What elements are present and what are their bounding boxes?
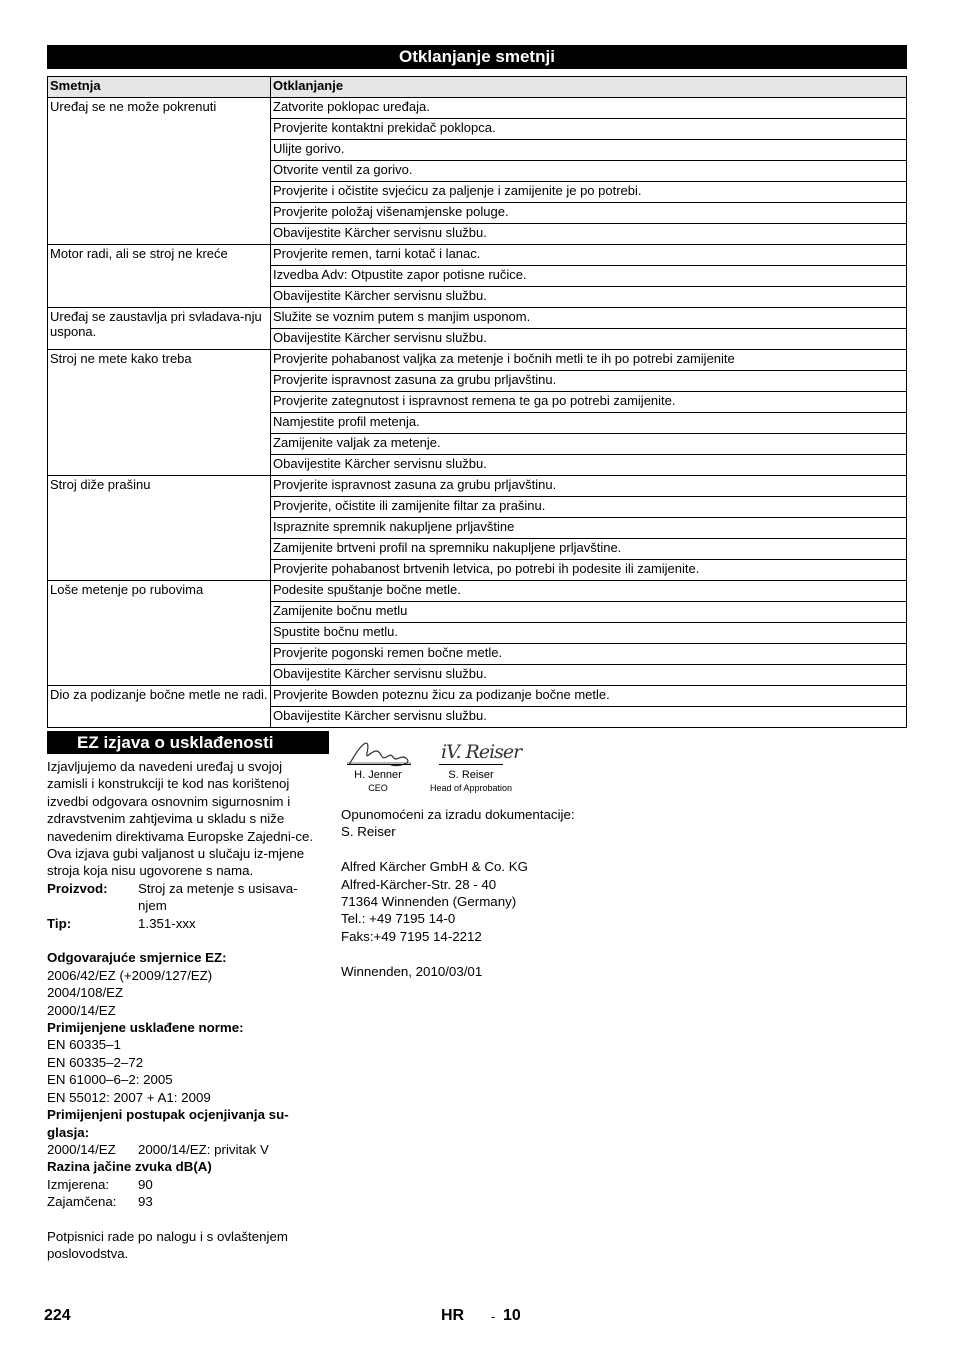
declaration-title-text: EZ izjava o usklađenosti bbox=[77, 733, 274, 752]
guaranteed-label: Zajamčena: bbox=[47, 1194, 117, 1210]
remedy-cell: Otvorite ventil za gorivo. bbox=[271, 161, 907, 182]
fault-cell: Uređaj se ne može pokrenuti bbox=[48, 98, 271, 245]
table-row bbox=[48, 245, 907, 266]
product-label: Proizvod: bbox=[47, 880, 108, 896]
guaranteed-value: 93 bbox=[138, 1194, 153, 1210]
procedure-label: Primijenjeni postupak ocjenjivanja su-glasja: bbox=[47, 1107, 289, 1140]
place-date: Winnenden, 2010/03/01 bbox=[341, 963, 483, 979]
footer-dash: - bbox=[491, 1309, 496, 1324]
declaration-right-column bbox=[341, 806, 641, 980]
norm-item: EN 55012: 2007 + A1: 2009 bbox=[47, 1089, 211, 1105]
remedy-cell: Spustite bočnu metlu. bbox=[271, 623, 907, 644]
type-label: Tip: bbox=[47, 915, 72, 931]
fault-cell: Uređaj se zaustavlja pri svladava-nju uspona. bbox=[48, 308, 271, 350]
fault-cell: Motor radi, ali se stroj ne kreće bbox=[48, 245, 271, 308]
remedy-cell: Obavijestite Kärcher servisnu službu. bbox=[271, 455, 907, 476]
remedy-cell: Provjerite, očistite ili zamijenite filtar za prašinu. bbox=[271, 497, 907, 518]
table-row bbox=[48, 98, 907, 119]
remedy-cell: Zamijenite brtveni profil na spremniku nakupljene prljavštine. bbox=[271, 539, 907, 560]
measured-row bbox=[47, 1176, 322, 1193]
table-row bbox=[48, 308, 907, 329]
company-name: Alfred Kärcher GmbH & Co. KG bbox=[341, 859, 528, 875]
signer1-role: CEO bbox=[368, 783, 388, 793]
remedy-cell: Služite se voznim putem s manjim usponom. bbox=[271, 308, 907, 329]
norm-item: EN 60335–2–72 bbox=[47, 1054, 144, 1070]
product-row bbox=[47, 880, 322, 915]
remedy-cell: Namjestite profil metenja. bbox=[271, 413, 907, 434]
table-row bbox=[48, 350, 907, 371]
remedy-cell: Obavijestite Kärcher servisnu službu. bbox=[271, 707, 907, 728]
company-city: 71364 Winnenden (Germany) bbox=[341, 894, 517, 910]
section-page-number: 10 bbox=[503, 1307, 521, 1324]
table-row bbox=[48, 581, 907, 602]
directives-label: Odgovarajuće smjernice EZ: bbox=[47, 950, 227, 966]
table-body bbox=[48, 98, 907, 728]
noise-label: Razina jačine zvuka dB(A) bbox=[47, 1159, 212, 1175]
measured-label: Izmjerena: bbox=[47, 1176, 110, 1192]
remedy-cell: Zamijenite valjak za metenje. bbox=[271, 434, 907, 455]
fault-cell: Stroj ne mete kako treba bbox=[48, 350, 271, 476]
remedy-cell: Zatvorite poklopac uređaja. bbox=[271, 98, 907, 119]
remedy-cell: Provjerite remen, tarni kotač i lanac. bbox=[271, 245, 907, 266]
table-header-row bbox=[48, 77, 907, 98]
table-row bbox=[48, 476, 907, 497]
remedy-cell: Obavijestite Kärcher servisnu službu. bbox=[271, 287, 907, 308]
remedy-cell: Provjerite pohabanost brtvenih letvica, po potrebi ih podesite ili zamijenite. bbox=[271, 560, 907, 581]
remedy-cell: Podesite spuštanje bočne metle. bbox=[271, 581, 907, 602]
declaration-left-column bbox=[47, 758, 322, 1263]
remedy-cell: Provjerite Bowden poteznu žicu za podizanje bočne metle. bbox=[271, 686, 907, 707]
remedy-cell: Ispraznite spremnik nakupljene prljavštine bbox=[271, 518, 907, 539]
norm-item: EN 61000–6–2: 2005 bbox=[47, 1072, 173, 1088]
signer2-role: Head of Approbation bbox=[429, 783, 513, 793]
fault-cell: Loše metenje po rubovima bbox=[48, 581, 271, 686]
fault-cell: Dio za podizanje bočne metle ne radi. bbox=[48, 686, 271, 728]
remedy-cell: Provjerite i očistite svjećicu za paljenje i zamijenite je po potrebi. bbox=[271, 182, 907, 203]
directive-item: 2006/42/EZ (+2009/127/EZ) bbox=[47, 967, 213, 983]
product-value: Stroj za metenje s usisava-njem bbox=[138, 880, 298, 914]
remedy-cell: Obavijestite Kärcher servisnu službu. bbox=[271, 224, 907, 245]
company-street: Alfred-Kärcher-Str. 28 - 40 bbox=[341, 876, 497, 892]
remedy-cell: Provjerite položaj višenamjenske poluge. bbox=[271, 203, 907, 224]
section-title-troubleshooting: Otklanjanje smetnji bbox=[47, 45, 907, 69]
signers-note: Potpisnici rade po nalogu i s ovlaštenjem poslovodstva. bbox=[47, 1228, 288, 1262]
remedy-cell: Provjerite pogonski remen bočne metle. bbox=[271, 644, 907, 665]
remedy-cell: Obavijestite Kärcher servisnu službu. bbox=[271, 329, 907, 350]
remedy-cell: Provjerite kontaktni prekidač poklopca. bbox=[271, 119, 907, 140]
signature-block bbox=[341, 733, 541, 797]
remedy-cell: Provjerite pohabanost valjka za metenje i bočnih metli te ih po potrebi zamijenite bbox=[271, 350, 907, 371]
procedure-row bbox=[47, 1141, 322, 1158]
remedy-cell: Obavijestite Kärcher servisnu službu. bbox=[271, 665, 907, 686]
doc-auth-name: S. Reiser bbox=[341, 824, 396, 840]
measured-value: 90 bbox=[138, 1176, 153, 1192]
column-header-remedy: Otklanjanje bbox=[271, 77, 907, 98]
signer1-name: H. Jenner bbox=[354, 769, 402, 781]
norm-item: EN 60335–1 bbox=[47, 1037, 121, 1053]
remedy-cell: Provjerite ispravnost zasuna za grubu prljavštinu. bbox=[271, 371, 907, 392]
procedure-right: 2000/14/EZ: privitak V bbox=[138, 1141, 269, 1157]
page-number: 224 bbox=[44, 1307, 71, 1324]
language-code: HR bbox=[441, 1307, 465, 1324]
column-header-fault: Smetnja bbox=[48, 77, 271, 98]
remedy-cell: Provjerite zategnutost i ispravnost remena te ga po potrebi zamijenite. bbox=[271, 392, 907, 413]
table-row bbox=[48, 686, 907, 707]
signer2-name: S. Reiser bbox=[448, 769, 494, 781]
directive-item: 2004/108/EZ bbox=[47, 985, 124, 1001]
troubleshooting-table bbox=[47, 76, 907, 728]
remedy-cell: Zamijenite bočnu metlu bbox=[271, 602, 907, 623]
fault-cell: Stroj diže prašinu bbox=[48, 476, 271, 581]
procedure-left: 2000/14/EZ bbox=[47, 1141, 116, 1157]
type-row bbox=[47, 915, 322, 932]
company-fax: Faks:+49 7195 14-2212 bbox=[341, 928, 482, 944]
directive-item: 2000/14/EZ bbox=[47, 1002, 116, 1018]
doc-auth-label: Opunomoćeni za izradu dokumentacije: bbox=[341, 807, 575, 822]
remedy-cell: Provjerite ispravnost zasuna za grubu prljavštinu. bbox=[271, 476, 907, 497]
section-title-declaration bbox=[47, 731, 329, 754]
guaranteed-row bbox=[47, 1193, 322, 1210]
remedy-cell: Izvedba Adv: Otpustite zapor potisne ručice. bbox=[271, 266, 907, 287]
signature-reiser-icon: iV. Reiser bbox=[441, 741, 522, 763]
norms-label: Primijenjene usklađene norme: bbox=[47, 1020, 244, 1036]
company-tel: Tel.: +49 7195 14-0 bbox=[341, 911, 456, 927]
remedy-cell: Ulijte gorivo. bbox=[271, 140, 907, 161]
type-value: 1.351-xxx bbox=[138, 915, 196, 931]
declaration-intro: Izjavljujemo da navedeni uređaj u svojoj zamisli i konstrukciji te kod nas korištenoj izvedbi odgovara osnovnim sigurnosnim i zdravstvenim zahtjevima u skladu s niže navedenim direktivama Europske Zajedni-ce. Ova izjava gubi valjanost u slučaju iz-mjene stroja koja nisu ugovorene s nama. bbox=[47, 759, 314, 879]
